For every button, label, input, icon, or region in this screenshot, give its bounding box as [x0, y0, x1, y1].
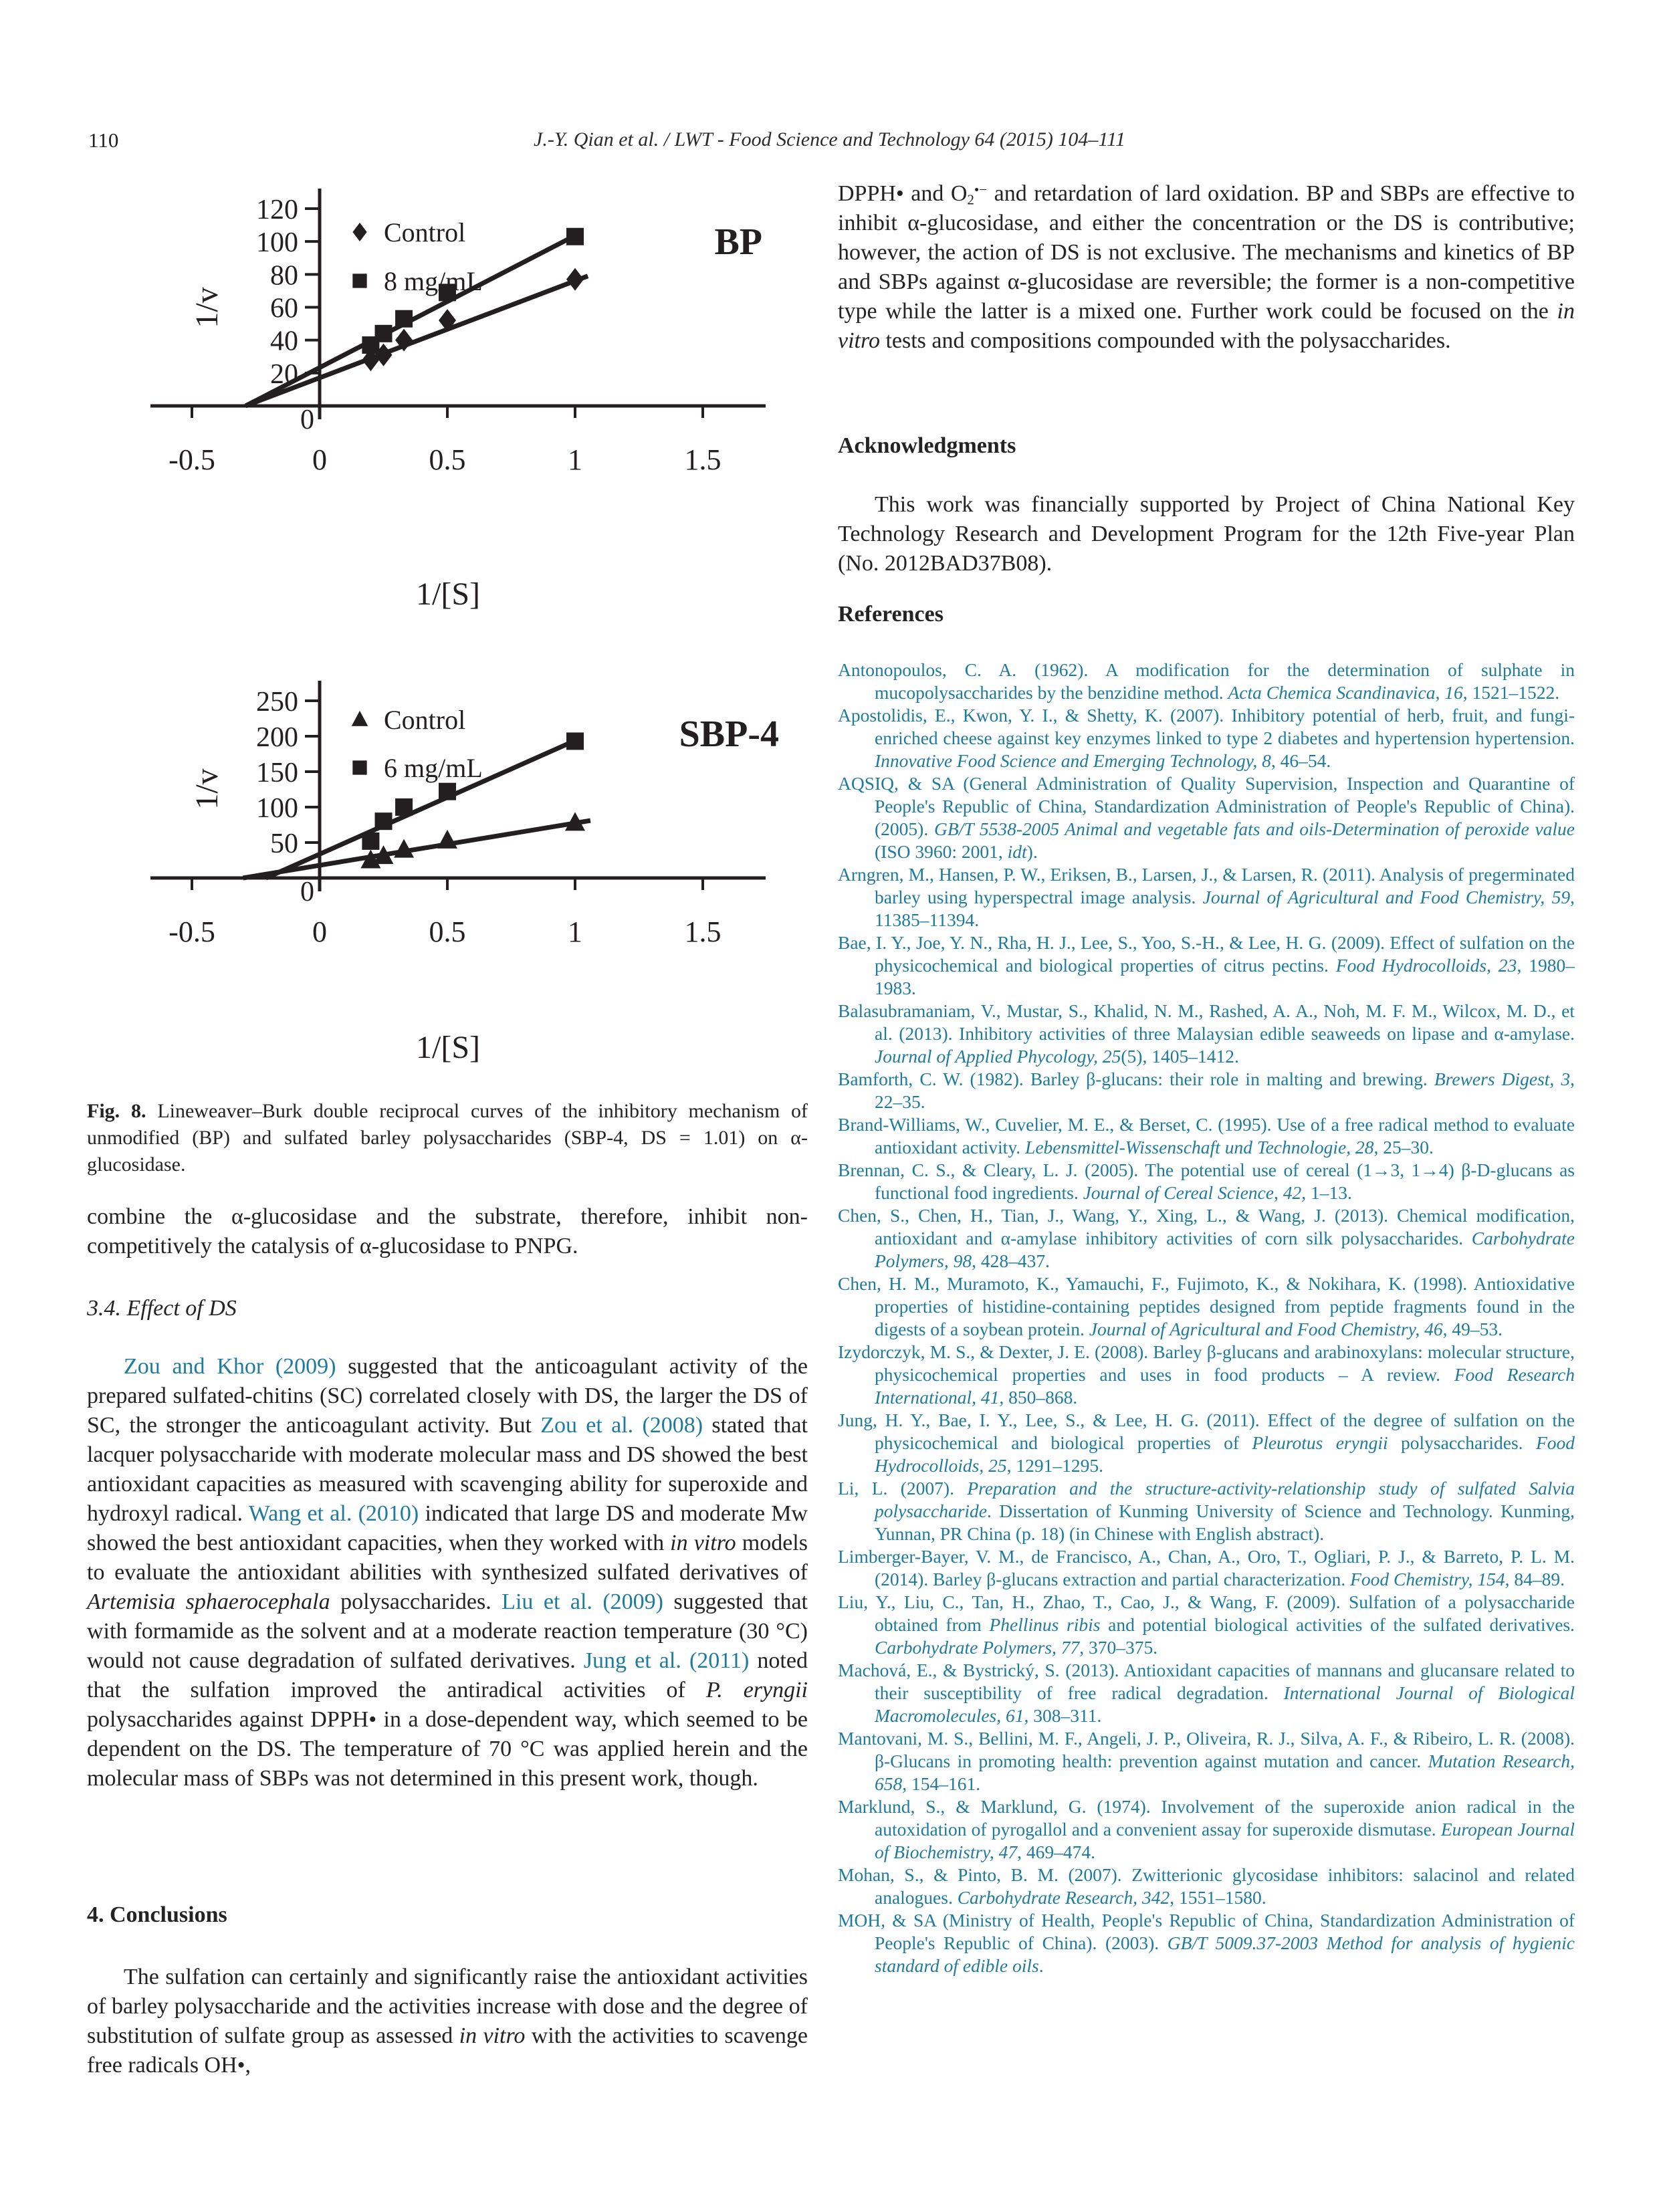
y-tick-label: 80 — [270, 260, 298, 292]
x-axis-title: 1/[S] — [416, 1030, 480, 1065]
x-tick-label: -0.5 — [169, 915, 215, 948]
y-tick-label: 250 — [256, 687, 298, 717]
marker-square-icon — [395, 798, 413, 816]
marker-diamond-icon — [566, 268, 584, 291]
marker-square-icon — [566, 228, 584, 245]
section-heading-acknowledgments: Acknowledgments — [838, 433, 1016, 458]
section-heading-conclusions: 4. Conclusions — [87, 1902, 227, 1927]
x-tick-label: 1 — [568, 915, 582, 948]
reference-item: Limberger-Bayer, V. M., de Francisco, A., Chan, A., Oro, T., Ogliari, P. J., & Barreto, P. L. M. (2014). Barley β-glucans extraction and partial characterization. Food Chemistry, 154, 84–89. — [838, 1546, 1575, 1589]
citation-link[interactable]: Zou and Khor (2009) — [124, 1354, 336, 1379]
y-tick-label: 40 — [270, 326, 298, 357]
x-tick-label: 0 — [312, 915, 327, 948]
x-tick-label: 0.5 — [429, 915, 466, 948]
body-paragraph: The sulfation can certainly and significantly raise the antioxidant activities of barley polysaccharide and the activities increase with dose and the degree of substitution of sulfate group as assessed in vitro with the activities to scavenge free radicals OH•, — [87, 1965, 808, 2078]
reference-item: Brennan, C. S., & Cleary, L. J. (2005). The potential use of cereal (1→3, 1→4) β-D-glucans as functional food ingredients. Journal of Cereal Science, 42, 1–13. — [838, 1159, 1575, 1203]
reference-item: Jung, H. Y., Bae, I. Y., Lee, S., & Lee, H. G. (2011). Effect of the degree of sulfation on the physicochemical and biological properties of Pleurotus eryngii polysaccharides. Food Hydrocolloids, 25, 1291–1295. — [838, 1410, 1575, 1476]
x-tick-label: 0 — [312, 443, 327, 476]
reference-item: Brand-Williams, W., Cuvelier, M. E., & Berset, C. (1995). Use of a free radical method to evaluate antioxidant activity. Lebensmittel-Wissenschaft und Technologie, 28, 25–30. — [838, 1114, 1575, 1157]
references-list — [838, 659, 1575, 1977]
y-tick-label: 120 — [256, 195, 298, 225]
marker-square-icon — [566, 732, 584, 750]
y-tick-label: 100 — [256, 227, 298, 259]
page-number: 110 — [88, 128, 119, 152]
reference-item: MOH, & SA (Ministry of Health, People's Republic of China, Standardization Administration of People's Republic of China). (2003). GB/T 5009.37-2003 Method for analysis of hygienic standard of edible oils. — [838, 1910, 1575, 1976]
figure-caption-label: Fig. 8. — [87, 1100, 146, 1122]
body-paragraph: DPPH• and $O_2^{•-}$ and retardation of lard oxidation. BP and SBPs are effective to inhibit α-glucosidase, and either the concentration or the DS is contributive; however, the action of DS is not exclusive. The mechanisms and kinetics of BP and SBPs against α-glucosidase are reversible; the former is a non-competitive type while the latter is a mixed one. Further work could be focused on the in vitro tests and compositions compounded with the polysaccharides. — [838, 181, 1575, 353]
reference-item: Apostolidis, E., Kwon, Y. I., & Shetty, K. (2007). Inhibitory potential of herb, fruit, and fungi-enriched cheese against key enzymes linked to type 2 diabetes and hypertension hypertension. Innovative Food Science and Emerging Technology, 8, 46–54. — [838, 705, 1575, 771]
reference-item: Chen, S., Chen, H., Tian, J., Wang, Y., Xing, L., & Wang, J. (2013). Chemical modification, antioxidant and α-amylase inhibitory activities of corn silk polysaccharides. Carbohydrate Polymers, 98, 428–437. — [838, 1205, 1575, 1271]
legend-label: 8 mg/mL — [384, 266, 483, 296]
body-paragraph: combine the α-glucosidase and the substrate, therefore, inhibit non-competitively the catalysis of α-glucosidase to PNPG. — [87, 1204, 808, 1258]
marker-triangle-icon — [437, 830, 457, 849]
y-tick-label: 20 — [270, 358, 298, 390]
x-tick-label: -0.5 — [169, 443, 215, 476]
marker-square-icon — [395, 310, 413, 328]
y-axis-title: 1/v — [189, 287, 225, 328]
body-paragraph: This work was financially supported by Project of China National Key Technology Research and Development Program for the 12th Five-year Plan (No. 2012BAD37B08). — [838, 492, 1575, 576]
reference-item: AQSIQ, & SA (General Administration of Quality Supervision, Inspection and Quarantine of People's Republic of China, Standardization Administration of People's Republic of China). (2005). GB/T 5538-2005 Animal and vegetable fats and oils-Determination of peroxide value (ISO 3960: 2001, idt). — [838, 773, 1575, 862]
legend-label: Control — [384, 217, 466, 247]
marker-square-icon — [439, 783, 456, 800]
reference-item: Marklund, S., & Marklund, G. (1974). Involvement of the superoxide anion radical in the autoxidation of pyrogallol and a convenient assay for superoxide dismutase. European Journal of Biochemistry, 47, 469–474. — [838, 1796, 1575, 1862]
figure-caption-text: Lineweaver–Burk double reciprocal curves of the inhibitory mechanism of unmodified (BP) and sulfated barley polysaccharides (SBP-4, DS = 1.01) on α-glucosidase. — [87, 1100, 808, 1176]
citation-link[interactable]: Liu et al. (2009) — [502, 1589, 663, 1614]
marker-square-icon — [362, 833, 379, 850]
chart-title: BP — [714, 221, 762, 263]
y-axis-title: 1/v — [189, 768, 225, 810]
lineweaver-burk-chart-sbp4 — [94, 634, 789, 1095]
legend-label: Control — [384, 705, 466, 735]
lineweaver-burk-chart-bp — [94, 169, 789, 637]
reference-item: Mantovani, M. S., Bellini, M. F., Angeli, J. P., Oliveira, R. J., Silva, A. F., & Ribeiro, L. R. (2008). β-Glucans in promoting health: prevention against mutation and cancer. Mutation Research, 658, 154–161. — [838, 1728, 1575, 1794]
reference-item: Balasubramaniam, V., Mustar, S., Khalid, N. M., Rashed, A. A., Noh, M. F. M., Wilcox, M. D., et al. (2013). Inhibitory activities of three Malaysian edible seaweeds on lipase and α-amylase. Journal of Applied Phycology, 25(5), 1405–1412. — [838, 1000, 1575, 1067]
x-tick-label: 1.5 — [684, 443, 722, 476]
section-heading-effect-of-ds: 3.4. Effect of DS — [87, 1296, 237, 1321]
reference-item: Liu, Y., Liu, C., Tan, H., Zhao, T., Cao, J., & Wang, F. (2009). Sulfation of a polysaccharide obtained from Phellinus ribis and potential biological activities of the sulfated derivatives. Carbohydrate Polymers, 77, 370–375. — [838, 1591, 1575, 1658]
x-axis-title: 1/[S] — [416, 576, 480, 612]
y-tick-label: 150 — [256, 758, 298, 788]
y-tick-label: 200 — [256, 722, 298, 753]
figure-caption — [87, 1098, 808, 1178]
x-tick-label: 0.5 — [429, 443, 466, 476]
reference-item: Chen, H. M., Muramoto, K., Yamauchi, F., Fujimoto, K., & Nokihara, K. (1998). Antioxidative properties of histidine-containing peptides designed from peptide fragments found in the digests of a soybean protein. Journal of Agricultural and Food Chemistry, 46, 49–53. — [838, 1273, 1575, 1339]
body-paragraph: Zou and Khor (2009) suggested that the anticoagulant activity of the prepared sulfated-chitins (SC) correlated closely with DS, the larger the DS of SC, the stronger the anticoagulant activity. But Zou et al. (2008) stated that lacquer polysaccharide with moderate molecular mass and DS showed the best antioxidant capacities as measured with scavenging ability for superoxide and hydroxyl radical. Wang et al. (2010) indicated that large DS and moderate Mw showed the best antioxidant capacities, when they worked with in vitro models to evaluate the antioxidant abilities with synthesized sulfated derivatives of Artemisia sphaerocephala polysaccharides. Liu et al. (2009) suggested that with formamide as the solvent and at a moderate reaction temperature (30 °C) would not cause degradation of sulfated derivatives. Jung et al. (2011) noted that the sulfation improved the antiradical activities of P. eryngii polysaccharides against DPPH• in a dose-dependent way, which seemed to be dependent on the DS. The temperature of 70 °C was applied herein and the molecular mass of SBPs was not determined in this present work, though. — [87, 1354, 808, 1791]
y-tick-label: 0 — [300, 877, 314, 907]
chart-group — [150, 189, 766, 612]
reference-item: Antonopoulos, C. A. (1962). A modification for the determination of sulphate in mucopolysaccharides by the benzidine method. Acta Chemica Scandinavica, 16, 1521–1522. — [838, 659, 1575, 703]
reference-item: Bamforth, C. W. (1982). Barley β-glucans: their role in malting and brewing. Brewers Digest, 3, 22–35. — [838, 1069, 1575, 1112]
reference-item: Li, L. (2007). Preparation and the structure-activity-relationship study of sulfated Salvia polysaccharide. Dissertation of Kunming University of Science and Technology. Kunming, Yunnan, PR China (p. 18) (in Chinese with English abstract). — [838, 1478, 1575, 1544]
citation-link[interactable]: Zou et al. (2008) — [540, 1413, 703, 1438]
marker-square-icon — [375, 812, 393, 830]
marker-diamond-icon — [352, 223, 366, 241]
reference-item: Izydorczyk, M. S., & Dexter, J. E. (2008). Barley β-glucans and arabinoxylans: molecular structure, physicochemical properties and uses in food products – A review. Food Research International, 41, 850–868. — [838, 1341, 1575, 1408]
y-tick-label: 0 — [300, 405, 314, 435]
section-heading-references: References — [838, 602, 944, 627]
legend-label: 6 mg/mL — [384, 753, 483, 783]
chart-title: SBP-4 — [679, 713, 779, 755]
x-tick-label: 1.5 — [684, 915, 722, 948]
marker-triangle-icon — [352, 711, 368, 726]
y-tick-label: 60 — [270, 293, 298, 324]
marker-square-icon — [352, 760, 366, 774]
reference-item: Machová, E., & Bystrický, S. (2013). Antioxidant capacities of mannans and glucansare related to their susceptibility of free radical degradation. International Journal of Biological Macromolecules, 61, 308–311. — [838, 1660, 1575, 1726]
reference-item: Mohan, S., & Pinto, B. M. (2007). Zwitterionic glycosidase inhibitors: salacinol and related analogues. Carbohydrate Research, 342, 1551–1580. — [838, 1864, 1575, 1908]
reference-item: Bae, I. Y., Joe, Y. N., Rha, H. J., Lee, S., Yoo, S.-H., & Lee, H. G. (2009). Effect of sulfation on the physicochemical and biological properties of citrus pectins. Food Hydrocolloids, 23, 1980–1983. — [838, 932, 1575, 998]
y-tick-label: 100 — [256, 793, 298, 824]
x-tick-label: 1 — [568, 443, 582, 476]
reference-item: Arngren, M., Hansen, P. W., Eriksen, B., Larsen, J., & Larsen, R. (2011). Analysis of pregerminated barley using hyperspectral image analysis. Journal of Agricultural and Food Chemistry, 59, 11385–11394. — [838, 864, 1575, 930]
y-tick-label: 50 — [270, 828, 298, 859]
marker-square-icon — [375, 325, 393, 342]
marker-square-icon — [352, 273, 366, 288]
citation-link[interactable]: Jung et al. (2011) — [583, 1648, 750, 1673]
running-head: J.-Y. Qian et al. / LWT - Food Science and Technology 64 (2015) 104–111 — [534, 128, 1125, 150]
citation-link[interactable]: Wang et al. (2010) — [248, 1501, 419, 1526]
chart-group — [150, 681, 779, 1065]
